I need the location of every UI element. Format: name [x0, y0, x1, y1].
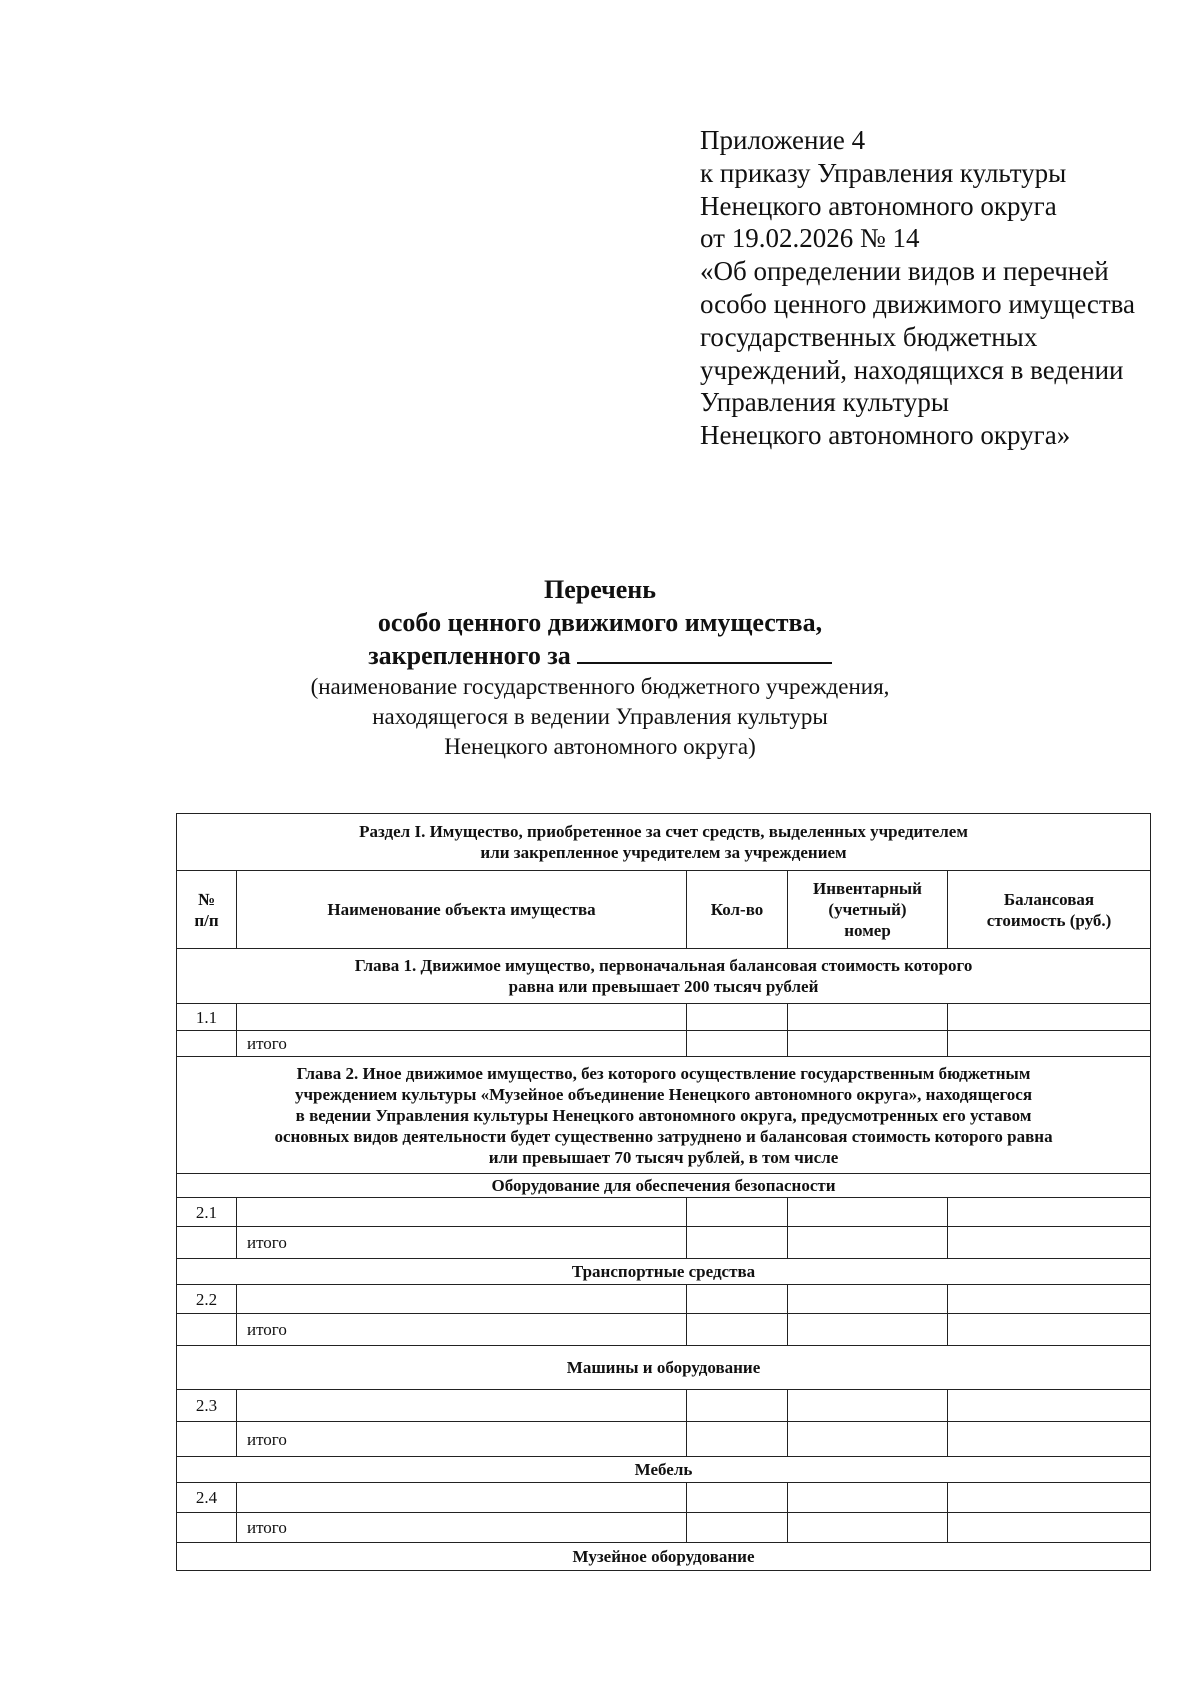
- table-row: [177, 1285, 1151, 1314]
- cell-qty: [687, 1483, 788, 1513]
- chapter-row: [177, 1057, 1151, 1174]
- cell-inventory: [788, 1285, 948, 1314]
- header-balance: Балансовая стоимость (руб.): [948, 871, 1151, 949]
- chapter-title: Глава 2. Иное движимое имущество, без которого осуществление государственным бюджетным учреждением культуры «Музейное объединение Ненецкого автономного округа», находящегося в ведении Управления культуры Ненецкого автономного округа, предусмотренных его уставом основных видов деятельности будет существенно затруднено и балансовая стоимость которого равна или превышает 70 тысяч рублей, в том числе: [177, 1057, 1151, 1174]
- group-row: [177, 1543, 1151, 1571]
- cell-inventory: [788, 1198, 948, 1227]
- header-name: Наименование объекта имущества: [237, 871, 687, 949]
- cell-qty: [687, 1031, 788, 1057]
- cell-inventory: [788, 1390, 948, 1422]
- cell-inventory: [788, 1314, 948, 1346]
- header-num: № п/п: [177, 871, 237, 949]
- cell-balance: [948, 1422, 1151, 1457]
- cell-name: [237, 1285, 687, 1314]
- cell-num: [177, 1422, 237, 1457]
- appendix-line: «Об определении видов и перечней: [700, 256, 1109, 287]
- total-label: итого: [237, 1314, 687, 1346]
- cell-name: [237, 1390, 687, 1422]
- group-row: [177, 1346, 1151, 1390]
- appendix-line: Управления культуры: [700, 387, 949, 418]
- header-inventory: Инвентарный (учетный) номер: [788, 871, 948, 949]
- cell-qty: [687, 1004, 788, 1031]
- group-title: Музейное оборудование: [177, 1543, 1151, 1571]
- cell-name: [237, 1483, 687, 1513]
- appendix-block: [700, 124, 1180, 452]
- cell-name: [237, 1004, 687, 1031]
- cell-qty: [687, 1390, 788, 1422]
- group-title: Транспортные средства: [177, 1259, 1151, 1285]
- cell-inventory: [788, 1483, 948, 1513]
- cell-name: [237, 1198, 687, 1227]
- title-line-assigned: [0, 639, 1200, 672]
- document-title: [0, 573, 1200, 762]
- appendix-line: учреждений, находящихся в ведении: [700, 354, 1124, 385]
- header-qty: Кол-во: [687, 871, 788, 949]
- total-row: [177, 1422, 1151, 1457]
- total-label: итого: [237, 1031, 687, 1057]
- appendix-line: к приказу Управления культуры: [700, 157, 1067, 188]
- table-row: [177, 1390, 1151, 1422]
- cell-balance: [948, 1390, 1151, 1422]
- cell-num: [177, 1031, 237, 1057]
- total-row: [177, 1314, 1151, 1346]
- total-row: [177, 1227, 1151, 1259]
- appendix-line: Ненецкого автономного округа»: [700, 420, 1071, 451]
- row-number: 1.1: [177, 1004, 237, 1031]
- appendix-line: Приложение 4: [700, 125, 866, 155]
- appendix-line: от 19.02.2026 № 14: [700, 223, 920, 254]
- appendix-line: особо ценного движимого имущества: [700, 288, 1136, 319]
- subtitle-line: (наименование государственного бюджетного учреждения,: [310, 674, 890, 699]
- cell-qty: [687, 1285, 788, 1314]
- cell-balance: [948, 1004, 1151, 1031]
- assigned-label: закрепленного за: [368, 641, 571, 670]
- total-label: итого: [237, 1513, 687, 1543]
- cell-inventory: [788, 1004, 948, 1031]
- cell-balance: [948, 1314, 1151, 1346]
- cell-qty: [687, 1513, 788, 1543]
- cell-num: [177, 1227, 237, 1259]
- cell-qty: [687, 1198, 788, 1227]
- group-row: [177, 1457, 1151, 1483]
- group-row: [177, 1174, 1151, 1198]
- cell-inventory: [788, 1422, 948, 1457]
- cell-balance: [948, 1285, 1151, 1314]
- title-line: особо ценного движимого имущества,: [377, 608, 823, 637]
- institution-name-blank: [577, 640, 832, 664]
- cell-num: [177, 1314, 237, 1346]
- total-row: [177, 1513, 1151, 1543]
- total-label: итого: [237, 1227, 687, 1259]
- cell-balance: [948, 1198, 1151, 1227]
- group-title: Мебель: [177, 1457, 1151, 1483]
- cell-balance: [948, 1031, 1151, 1057]
- cell-balance: [948, 1483, 1151, 1513]
- cell-inventory: [788, 1227, 948, 1259]
- subtitle-line: находящегося в ведении Управления культуры: [372, 704, 828, 729]
- cell-qty: [687, 1227, 788, 1259]
- cell-inventory: [788, 1513, 948, 1543]
- group-row: [177, 1259, 1151, 1285]
- subtitle-line: Ненецкого автономного округа): [444, 734, 756, 759]
- section-row: [177, 814, 1151, 871]
- row-number: 2.3: [177, 1390, 237, 1422]
- table-row: [177, 1004, 1151, 1031]
- group-title: Машины и оборудование: [177, 1346, 1151, 1390]
- cell-qty: [687, 1422, 788, 1457]
- chapter-title: Глава 1. Движимое имущество, первоначальная балансовая стоимость которого равна или превышает 200 тысяч рублей: [177, 949, 1151, 1004]
- cell-inventory: [788, 1031, 948, 1057]
- cell-balance: [948, 1227, 1151, 1259]
- title-line: Перечень: [543, 575, 657, 604]
- table-row: [177, 1483, 1151, 1513]
- total-row: [177, 1031, 1151, 1057]
- row-number: 2.2: [177, 1285, 237, 1314]
- cell-num: [177, 1513, 237, 1543]
- table-row: [177, 1198, 1151, 1227]
- property-table: [176, 813, 1151, 1571]
- total-label: итого: [237, 1422, 687, 1457]
- row-number: 2.4: [177, 1483, 237, 1513]
- appendix-line: Ненецкого автономного округа: [700, 190, 1057, 221]
- group-title: Оборудование для обеспечения безопасности: [177, 1174, 1151, 1198]
- row-number: 2.1: [177, 1198, 237, 1227]
- chapter-row: [177, 949, 1151, 1004]
- section-title: Раздел I. Имущество, приобретенное за счет средств, выделенных учредителем или закрепленное учредителем за учреждением: [177, 814, 1151, 871]
- header-row: [177, 871, 1151, 949]
- cell-qty: [687, 1314, 788, 1346]
- appendix-line: государственных бюджетных: [700, 321, 1038, 352]
- cell-balance: [948, 1513, 1151, 1543]
